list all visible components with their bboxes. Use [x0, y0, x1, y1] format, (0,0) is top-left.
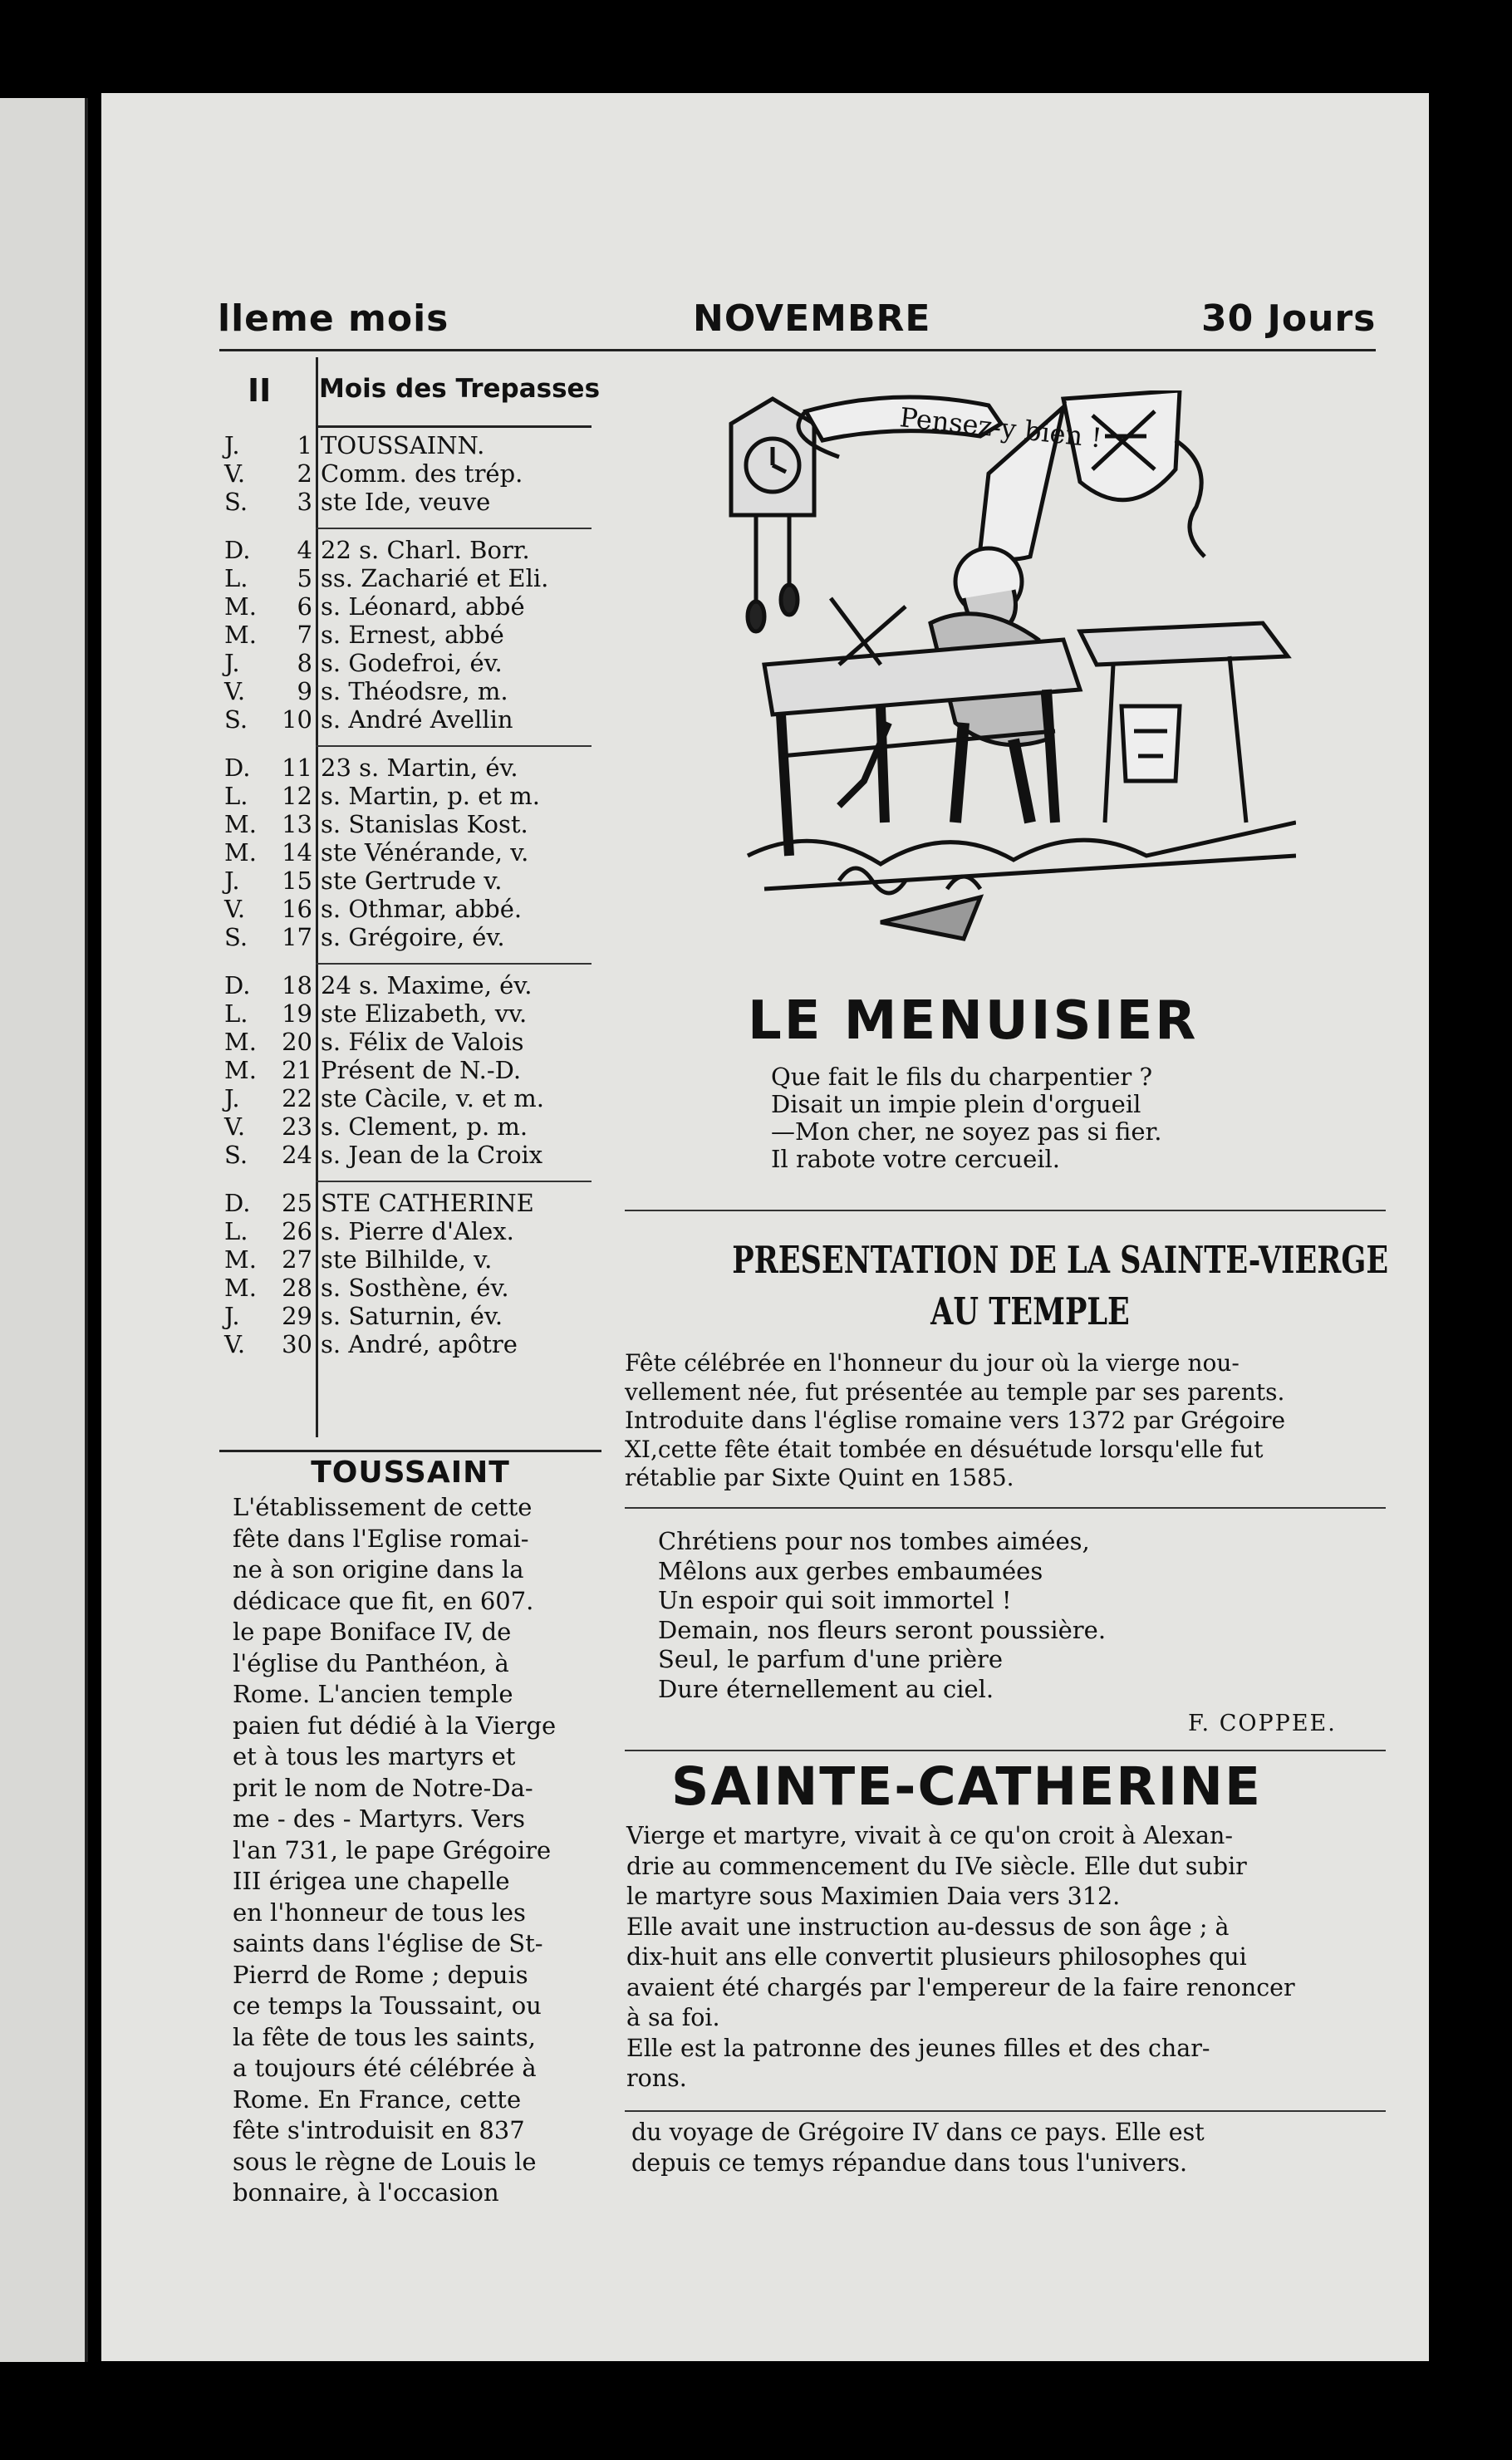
calendar-day-row	[219, 621, 592, 649]
calendar-day-row	[219, 1028, 592, 1056]
toussaint-line: III érigea une chapelle	[233, 1867, 510, 1895]
calendar-week	[219, 1182, 592, 1370]
toussaint-line: prit le nom de Notre-Da-	[233, 1773, 533, 1802]
presentation-title-line: AU TEMPLE	[930, 1289, 1130, 1333]
toussaint-line: fête s'introduisit en 837	[233, 2116, 525, 2144]
calendar-day-row	[219, 999, 592, 1028]
toussaint-line: a toujours été célébrée à	[233, 2054, 537, 2082]
calendar-day-number: 21	[282, 1056, 312, 1084]
calendar-day-row	[219, 1245, 592, 1274]
toussaint-title: TOUSSAINT	[311, 1456, 510, 1490]
header-rule	[219, 349, 1376, 351]
header-month-ordinal: lleme mois	[218, 297, 449, 340]
toussaint-line: Pierrd de Rome ; depuis	[233, 1960, 528, 1989]
section-rule	[625, 1750, 1386, 1751]
calendar-day-row	[219, 564, 592, 592]
catherine-line: Vierge et martyre, vivait à ce qu'on croit à Alexan-	[626, 1822, 1233, 1849]
calendar-title: Mois des Trepasses	[319, 374, 601, 404]
calendar-week	[219, 965, 592, 1181]
calendar-saint: TOUSSAINN.	[321, 431, 485, 459]
poem-line: Un espoir qui soit immortel !	[658, 1586, 1012, 1614]
catherine-line: avaient été chargés par l'empereur de la faire renoncer	[626, 1973, 1295, 2001]
calendar-day-of-week: V.	[224, 459, 246, 488]
calendar-day-of-week: V.	[224, 677, 246, 705]
toussaint-line: l'an 731, le pape Grégoire	[233, 1835, 552, 1864]
calendar-roman-numeral: II	[248, 372, 272, 409]
toussaint-line: ne à son origine dans la	[233, 1555, 524, 1584]
calendar-day-of-week: M.	[224, 810, 257, 838]
calendar-day-number: 17	[282, 923, 312, 951]
calendar-saint: s. Jean de la Croix	[321, 1141, 543, 1169]
calendar-day-number: 11	[282, 754, 312, 782]
calendar-day-of-week: M.	[224, 621, 257, 649]
presentation-line: XI,cette fête était tombée en désuétude lorsqu'elle fut	[625, 1435, 1264, 1463]
calendar-day-of-week: D.	[224, 536, 251, 564]
calendar-day-number: 15	[282, 867, 312, 895]
calendar-day-of-week: S.	[224, 488, 248, 516]
toussaint-line: me - des - Martyrs. Vers	[233, 1804, 525, 1833]
calendar-day-number: 5	[297, 564, 312, 592]
calendar-day-of-week: M.	[224, 1245, 257, 1274]
calendar-day-number: 24	[282, 1141, 312, 1169]
calendar-day-row	[219, 1112, 592, 1141]
calendar-header-rule	[316, 425, 592, 428]
catherine-title: SAINTE-CATHERINE	[671, 1756, 1263, 1817]
calendar-week	[219, 428, 592, 528]
calendar-saint: s. Félix de Valois	[321, 1028, 524, 1056]
presentation-title	[732, 1235, 1389, 1338]
calendar-day-of-week: M.	[224, 592, 257, 621]
calendar-day-row	[219, 1084, 592, 1112]
toussaint-line: fête dans l'Eglise romai-	[233, 1524, 529, 1553]
catherine-line: Elle avait une instruction au-dessus de son âge ; à	[626, 1913, 1230, 1941]
calendar-day-of-week: S.	[224, 705, 248, 734]
presentation-line: Introduite dans l'église romaine vers 1372 par Grégoire	[625, 1407, 1286, 1434]
calendar-day-of-week: J.	[224, 649, 240, 677]
banner-text: Pensez-y bien !	[898, 401, 1104, 454]
calendar-day-number: 2	[297, 459, 312, 488]
toussaint-line: L'établissement de cette	[233, 1493, 533, 1521]
calendar-day-of-week: S.	[224, 1141, 248, 1169]
calendar-day-number: 29	[282, 1302, 312, 1330]
calendar-day-of-week: M.	[224, 1028, 257, 1056]
calendar-saint: s. Grégoire, év.	[321, 923, 505, 951]
toussaint-line: Rome. L'ancien temple	[233, 1680, 513, 1708]
continuation-line: du voyage de Grégoire IV dans ce pays. Elle est	[631, 2119, 1205, 2146]
calendar-saint: 23 s. Martin, év.	[321, 754, 518, 782]
calendar-day-number: 4	[297, 536, 312, 564]
calendar-saint: s. Martin, p. et m.	[321, 782, 540, 810]
calendar-saint: 24 s. Maxime, év.	[321, 971, 533, 999]
calendar-day-row	[219, 1217, 592, 1245]
catherine-line: rons.	[626, 2065, 687, 2092]
calendar-day-row	[219, 677, 592, 705]
section-rule	[625, 2110, 1386, 2112]
calendar-day-row	[219, 592, 592, 621]
catherine-line: drie au commencement du IVe siècle. Elle dut subir	[626, 1852, 1247, 1880]
calendar-saint: 22 s. Charl. Borr.	[321, 536, 530, 564]
calendar-day-number: 25	[282, 1189, 312, 1217]
calendar-day-row	[219, 705, 592, 734]
toussaint-line: ce temps la Toussaint, ou	[233, 1991, 542, 2020]
calendar-day-of-week: J.	[224, 1302, 240, 1330]
calendar-day-number: 12	[282, 782, 312, 810]
calendar-day-number: 20	[282, 1028, 312, 1056]
calendar-day-row	[219, 1330, 592, 1358]
calendar-day-row	[219, 867, 592, 895]
presentation-line: vellement née, fut présentée au temple par ses parents.	[625, 1377, 1285, 1406]
jar-icon	[1122, 706, 1180, 781]
calendar-day-number: 19	[282, 999, 312, 1028]
header-day-count: 30 Jours	[1201, 297, 1377, 340]
toussaint-line: Rome. En France, cette	[233, 2084, 522, 2114]
calendar-day-row	[219, 1274, 592, 1302]
calendar-day-of-week: D.	[224, 754, 251, 782]
calendar-day-of-week: D.	[224, 971, 251, 999]
calendar-saint: s. Godefroi, év.	[321, 649, 503, 677]
calendar-saint: ste Bilhilde, v.	[321, 1245, 493, 1274]
calendar-day-of-week: D.	[224, 1189, 251, 1217]
calendar-day-row	[219, 488, 592, 516]
calendar-table	[219, 357, 601, 1370]
presentation-title-line: PRESENTATION DE LA SAINTE-VIERGE	[732, 1238, 1389, 1282]
toussaint-rule	[219, 1450, 601, 1452]
calendar-day-number: 27	[282, 1245, 312, 1274]
calendar-day-row	[219, 649, 592, 677]
previous-page-edge	[0, 98, 88, 2362]
calendar-day-row	[219, 895, 592, 923]
toussaint-line: le pape Boniface IV, de	[233, 1618, 512, 1646]
poem-line: Demain, nos fleurs seront poussière.	[658, 1615, 1107, 1644]
section-rule	[625, 1507, 1386, 1509]
poem-line: Seul, le parfum d'une prière	[658, 1645, 1004, 1673]
calendar-day-of-week: V.	[224, 895, 246, 923]
calendar-day-of-week: J.	[224, 867, 240, 895]
carpenter-illustration	[714, 390, 1296, 989]
toussaint-line: et à tous les martyrs et	[233, 1742, 516, 1770]
calendar-day-row	[219, 754, 592, 782]
calendar-saint: s. Théodsre, m.	[321, 677, 508, 705]
toussaint-line: en l'honneur de tous les	[233, 1898, 526, 1927]
calendar-saint: s. Othmar, abbé.	[321, 895, 523, 923]
catherine-line: dix-huit ans elle convertit plusieurs philosophes qui	[626, 1943, 1247, 1971]
calendar-day-row	[219, 1189, 592, 1217]
calendar-day-number: 28	[282, 1274, 312, 1302]
coppee-poem	[658, 1527, 1106, 1704]
calendar-day-of-week: V.	[224, 1330, 246, 1358]
menuisier-verse: Il rabote votre cercueil.	[771, 1145, 1061, 1173]
calendar-saint: ste Elizabeth, vv.	[321, 999, 528, 1028]
calendar-saint: Présent de N.-D.	[321, 1056, 522, 1084]
calendar-day-of-week: M.	[224, 1056, 257, 1084]
calendar-day-number: 7	[297, 621, 312, 649]
calendar-saint: Comm. des trép.	[321, 459, 523, 488]
calendar-day-number: 10	[282, 705, 312, 734]
calendar-day-number: 30	[282, 1330, 312, 1358]
calendar-day-of-week: M.	[224, 1274, 257, 1302]
calendar-day-row	[219, 923, 592, 951]
calendar-day-of-week: L.	[224, 564, 248, 592]
calendar-saint: s. Sosthène, év.	[321, 1274, 509, 1302]
calendar-day-row	[219, 536, 592, 564]
calendar-day-row	[219, 810, 592, 838]
calendar-saint: s. Pierre d'Alex.	[321, 1217, 514, 1245]
calendar-day-of-week: L.	[224, 999, 248, 1028]
menuisier-verse: —Mon cher, ne soyez pas si fier.	[771, 1117, 1162, 1146]
calendar-day-of-week: M.	[224, 838, 257, 867]
calendar-week	[219, 529, 592, 745]
calendar-day-number: 23	[282, 1112, 312, 1141]
calendar-saint: ss. Zacharié et Eli.	[321, 564, 549, 592]
calendar-day-row	[219, 431, 592, 459]
calendar-day-of-week: L.	[224, 1217, 248, 1245]
toussaint-line: paien fut dédié à la Vierge	[233, 1711, 557, 1740]
poem-line: Mêlons aux gerbes embaumées	[658, 1556, 1043, 1585]
toussaint-line: bonnaire, à l'occasion	[233, 2178, 499, 2207]
calendar-saint: s. André Avellin	[321, 705, 513, 734]
calendar-saint: s. Léonard, abbé	[321, 592, 525, 621]
calendar-weeks	[219, 428, 592, 1370]
presentation-text	[625, 1349, 1387, 1493]
presentation-line: Fête célébrée en l'honneur du jour où la vierge nou-	[625, 1349, 1240, 1377]
toussaint-line: la fête de tous les saints,	[233, 2022, 536, 2051]
menuisier-verse: Que fait le fils du charpentier ?	[771, 1063, 1153, 1091]
calendar-day-number: 6	[297, 592, 312, 621]
calendar-saint: ste Ide, veuve	[321, 488, 491, 516]
calendar-saint: ste Càcile, v. et m.	[321, 1084, 544, 1112]
toussaint-line: saints dans l'église de St-	[233, 1929, 543, 1957]
menuisier-title: LE MENUISIER	[748, 990, 1199, 1052]
calendar-saint: s. André, apôtre	[321, 1330, 518, 1358]
poem-line: Chrétiens pour nos tombes aimées,	[658, 1527, 1090, 1555]
calendar-saint: s. Ernest, abbé	[321, 621, 504, 649]
calendar-day-number: 16	[282, 895, 312, 923]
calendar-day-of-week: J.	[224, 431, 240, 459]
presentation-line: rétablie par Sixte Quint en 1585.	[625, 1464, 1014, 1491]
catherine-line: le martyre sous Maximien Daia vers 312.	[626, 1883, 1121, 1910]
calendar-day-of-week: S.	[224, 923, 248, 951]
calendar-day-row	[219, 1141, 592, 1169]
calendar-day-row	[219, 1056, 592, 1084]
calendar-saint: ste Gertrude v.	[321, 867, 503, 895]
calendar-saint: STE CATHERINE	[321, 1189, 534, 1217]
calendar-day-number: 9	[297, 677, 312, 705]
catherine-line: à sa foi.	[626, 2004, 720, 2031]
calendar-day-number: 22	[282, 1084, 312, 1112]
calendar-saint: ste Vénérande, v.	[321, 838, 529, 867]
section-rule	[625, 1210, 1386, 1211]
calendar-day-row	[219, 1302, 592, 1330]
header-month-name: NOVEMBRE	[693, 297, 931, 340]
calendar-day-row	[219, 782, 592, 810]
poem-line: Dure éternellement au ciel.	[658, 1674, 994, 1703]
poem-author: F. COPPEE.	[1188, 1711, 1337, 1736]
calendar-header	[219, 357, 601, 425]
calendar-day-number: 8	[297, 649, 312, 677]
toussaint-text	[233, 1492, 592, 2209]
calendar-day-number: 3	[297, 488, 312, 516]
calendar-saint: s. Stanislas Kost.	[321, 810, 528, 838]
toussaint-line: l'église du Panthéon, à	[233, 1648, 509, 1677]
calendar-day-number: 26	[282, 1217, 312, 1245]
calendar-day-number: 14	[282, 838, 312, 867]
toussaint-continuation	[631, 2118, 1396, 2178]
calendar-day-row	[219, 459, 592, 488]
calendar-day-row	[219, 838, 592, 867]
calendar-day-number: 1	[297, 431, 312, 459]
continuation-line: depuis ce temys répandue dans tous l'univers.	[631, 2148, 1188, 2177]
catherine-line: Elle est la patronne des jeunes filles et des char-	[626, 2034, 1210, 2062]
calendar-day-of-week: L.	[224, 782, 248, 810]
calendar-day-number: 13	[282, 810, 312, 838]
toussaint-line: sous le règne de Louis le	[233, 2147, 537, 2176]
toussaint-line: dédicace que fit, en 607.	[233, 1586, 534, 1615]
calendar-day-of-week: V.	[224, 1112, 246, 1141]
calendar-week	[219, 747, 592, 963]
calendar-saint: s. Clement, p. m.	[321, 1112, 528, 1141]
menuisier-verse: Disait un impie plein d'orgueil	[771, 1090, 1141, 1118]
catherine-text	[626, 1821, 1391, 2094]
calendar-day-number: 18	[282, 971, 312, 999]
calendar-day-of-week: J.	[224, 1084, 240, 1112]
calendar-day-row	[219, 971, 592, 999]
calendar-saint: s. Saturnin, év.	[321, 1302, 503, 1330]
